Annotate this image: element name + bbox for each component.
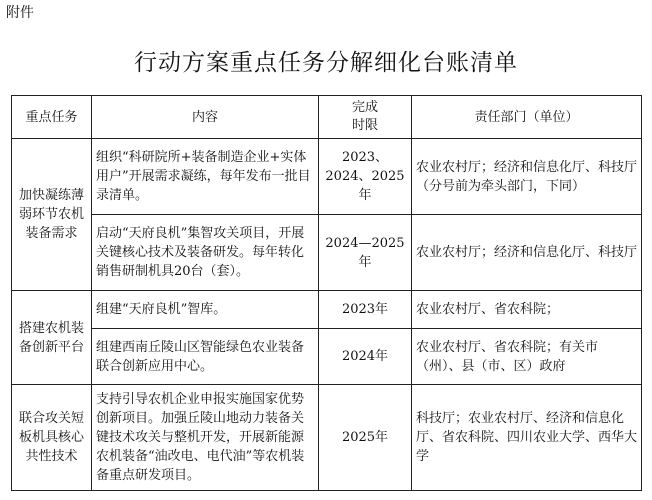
header-deadline: 完成 时限	[319, 96, 412, 139]
table-row	[12, 329, 642, 385]
deadline-cell: 2025年	[319, 385, 412, 491]
task-ledger-table	[11, 95, 642, 491]
dept-cell: 农业农村厅；经济和信息化厅、科技厅	[412, 215, 642, 291]
table-row	[12, 215, 642, 291]
deadline-cell: 2023、2024、2025年	[319, 139, 412, 215]
content-cell: 组织“科研院所+装备制造企业+实体用户”开展需求凝练，每年发布一批目录清单。	[92, 139, 319, 215]
dept-cell: 农业农村厅、省农科院；	[412, 291, 642, 329]
header-responsible-dept: 责任部门（单位）	[412, 96, 642, 139]
dept-cell: 农业农村厅、省农科院；有关市（州）、县（市、区）政府	[412, 329, 642, 385]
task-cell: 联合攻关短板机具核心共性技术	[12, 385, 92, 491]
dept-cell: 农业农村厅；经济和信息化厅、科技厅（分号前为牵头部门，下同）	[412, 139, 642, 215]
table-row	[12, 385, 642, 491]
header-key-task: 重点任务	[12, 96, 92, 139]
content-cell: 支持引导农机企业申报实施国家优势创新项目。加强丘陵山地动力装备关键技术攻关与整机开发，开展新能源农机装备“油改电、电代油”等农机装备重点研发项目。	[92, 385, 319, 491]
deadline-cell: 2024年	[319, 329, 412, 385]
task-cell: 加快凝练薄弱环节农机装备需求	[12, 139, 92, 291]
table-row	[12, 291, 642, 329]
document-title: 行动方案重点任务分解细化台账清单	[134, 50, 518, 76]
content-cell: 组建西南丘陵山区智能绿色农业装备联合创新应用中心。	[92, 329, 319, 385]
dept-cell: 科技厅；农业农村厅、经济和信息化厅、省农科院、四川农业大学、西华大学	[412, 385, 642, 491]
table-header-row	[12, 96, 642, 139]
task-cell: 搭建农机装备创新平台	[12, 291, 92, 385]
content-cell: 组建“天府良机”智库。	[92, 291, 319, 329]
header-content: 内容	[92, 96, 319, 139]
attachment-label: 附件	[6, 5, 34, 21]
table-row	[12, 139, 642, 215]
deadline-cell: 2024—2025年	[319, 215, 412, 291]
deadline-cell: 2023年	[319, 291, 412, 329]
content-cell: 启动“天府良机”集智攻关项目，开展关键核心技术及装备研发。每年转化销售研制机具20台（套）。	[92, 215, 319, 291]
